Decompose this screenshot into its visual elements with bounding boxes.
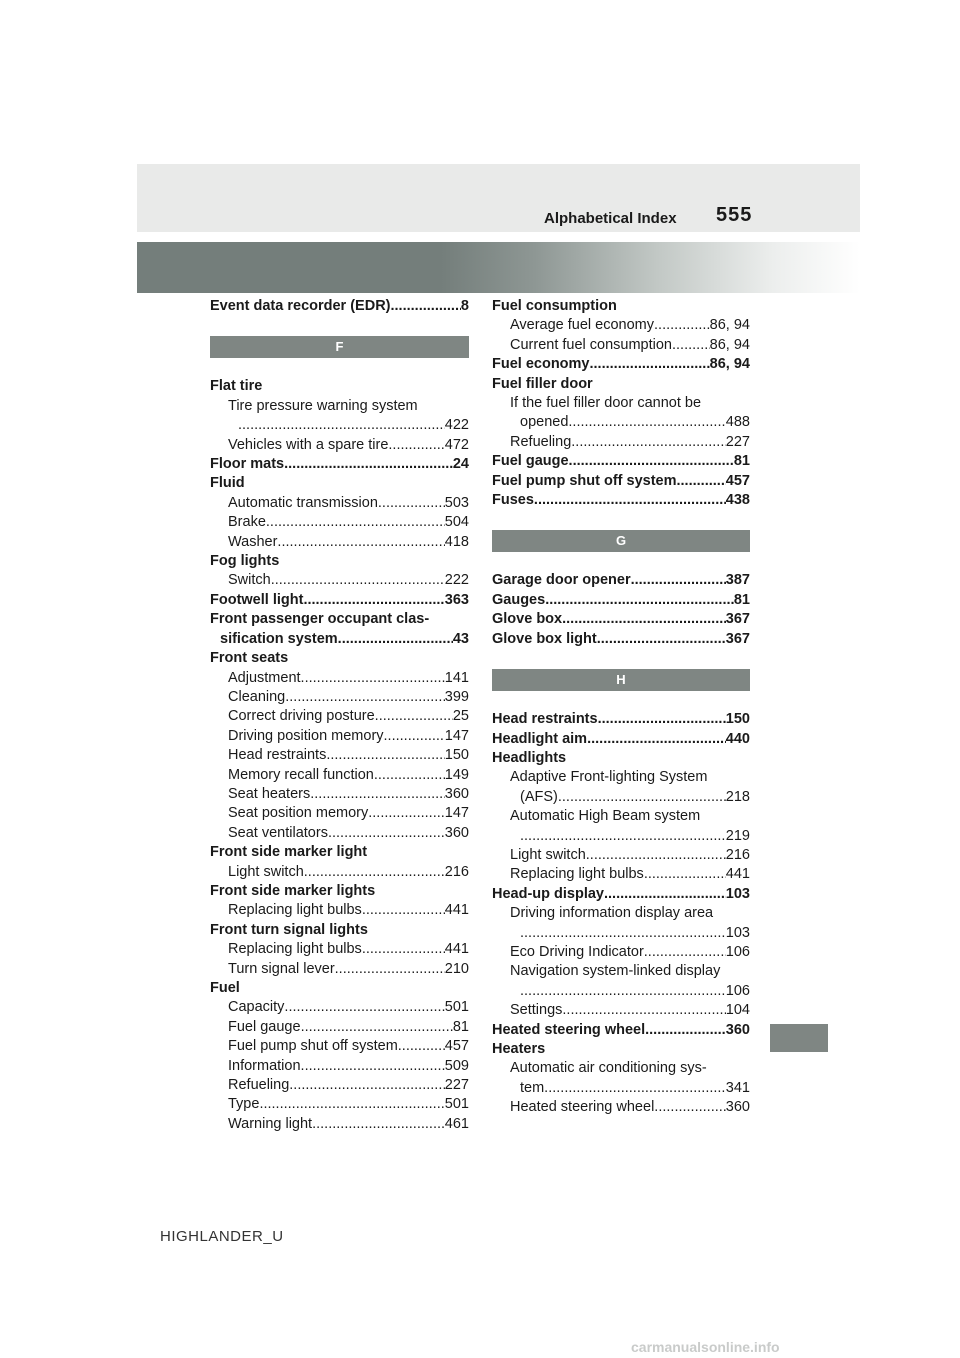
index-subentry [210,727,469,746]
dot-leader [571,433,726,452]
dot-leader [338,630,453,649]
page-reference[interactable]: 438 [725,492,750,509]
index-subentry [210,571,469,590]
index-entry [210,979,469,998]
index-subentry [210,707,469,726]
entry-label: Current fuel consumption [510,336,672,353]
index-entry [210,591,469,610]
page-reference[interactable]: 104 [725,1002,750,1019]
dot-leader [285,688,445,707]
dot-leader [303,591,444,610]
index-subentry [492,924,750,943]
page-reference[interactable]: 461 [444,1115,469,1132]
page-reference[interactable]: 43 [452,630,469,647]
page-reference[interactable]: 441 [725,866,750,883]
index-subentry [210,688,469,707]
dot-leader [520,982,726,1001]
page-reference[interactable]: 488 [725,414,750,431]
entry-label: Head restraints [492,711,598,728]
index-subentry [210,901,469,920]
entry-label: (AFS) [520,788,558,805]
page-reference[interactable]: 222 [444,572,469,589]
page-reference[interactable]: 149 [444,766,469,783]
dot-leader [562,610,726,629]
page-reference[interactable]: 86, 94 [709,317,750,334]
dot-leader [271,571,445,590]
index-subentry [492,1079,750,1098]
dot-leader [384,727,445,746]
dot-leader [312,1115,445,1134]
dot-leader [654,316,710,335]
dot-leader [375,707,453,726]
entry-label: Garage door opener [492,572,631,589]
entry-label: Head restraints [228,747,327,764]
page-reference[interactable]: 501 [444,999,469,1016]
dot-leader [644,943,726,962]
index-subentry [492,768,750,787]
entry-label: tem [520,1079,545,1096]
page-reference[interactable]: 360 [725,1021,750,1038]
index-subentry [210,1076,469,1095]
index-entry [210,377,469,396]
dot-leader [362,940,445,959]
index-subentry [492,865,750,884]
page-reference[interactable]: 472 [444,436,469,453]
entry-label: Front turn signal lights [210,921,368,938]
page-reference[interactable]: 367 [725,611,750,628]
index-entry [210,610,469,629]
index-subentry [492,394,750,413]
page-reference[interactable]: 501 [444,1096,469,1113]
entry-label: Seat heaters [228,785,311,802]
index-subentry [210,494,469,513]
index-entry [492,749,750,768]
index-subentry [492,962,750,981]
entry-label: Warning light [228,1115,313,1132]
entry-label: Headlight aim [492,730,588,747]
entry-label: Refueling [510,433,572,450]
dot-leader [520,924,726,943]
entry-label: Flat tire [210,378,263,395]
entry-label: Glove box [492,611,563,628]
entry-label: Information [228,1057,301,1074]
dot-leader [289,1076,445,1095]
index-subentry [492,982,750,1001]
index-subentry [210,1095,469,1114]
index-subentry [492,413,750,432]
page-reference[interactable]: 81 [733,453,750,470]
index-subentry [492,1001,750,1020]
index-subentry [210,669,469,688]
index-entry [492,710,750,729]
entry-label: Eco Driving Indicator [510,943,644,960]
index-subentry [210,1115,469,1134]
dot-leader [301,1057,445,1076]
entry-label: Correct driving posture [228,708,375,725]
page-reference[interactable]: 106 [725,982,750,999]
index-entry [210,455,469,474]
header-gradient-band [137,242,860,293]
dot-leader [304,863,445,882]
entry-label: Automatic High Beam system [510,808,701,825]
entry-label: Refueling [228,1077,290,1094]
page-reference[interactable]: 363 [444,591,469,608]
index-entry [492,591,750,610]
page-reference[interactable]: 210 [444,960,469,977]
index-subentry [210,533,469,552]
index-entry [210,882,469,901]
page-reference[interactable]: 360 [725,1099,750,1116]
index-entry [210,552,469,571]
dot-leader [391,297,461,316]
dot-leader [672,336,710,355]
entry-label: Cleaning [228,688,286,705]
dot-leader [569,452,734,471]
index-subentry [210,824,469,843]
page-reference[interactable]: 147 [444,727,469,744]
index-entry [210,921,469,940]
index-entry [492,297,750,316]
dot-leader [326,746,444,765]
index-entry [492,355,750,374]
index-entry [210,630,469,649]
entry-label: Fuel pump shut off system [228,1038,398,1055]
entry-label: Headlights [492,749,567,766]
entry-label: Fuel pump shut off system [492,472,677,489]
page-reference[interactable]: 227 [444,1077,469,1094]
dot-leader [374,766,445,785]
dot-leader [259,1095,444,1114]
index-subentry [492,1059,750,1078]
page-reference[interactable]: 440 [725,730,750,747]
dot-leader [654,1098,726,1117]
dot-leader [310,785,445,804]
entry-label: Average fuel economy [510,317,655,334]
entry-label: Switch [228,572,271,589]
entry-label: Fuel economy [492,356,590,373]
index-entry [492,491,750,510]
entry-label: Driving information display area [510,905,714,922]
entry-label: opened [520,414,569,431]
dot-leader [677,472,726,491]
dot-leader [590,355,710,374]
entry-label: Heated steering wheel [492,1021,646,1038]
section-header-g: G [492,530,750,552]
index-column-right [492,297,750,1118]
page-reference[interactable]: 218 [725,788,750,805]
entry-label: Footwell light [210,591,304,608]
index-subentry [210,416,469,435]
page-reference[interactable]: 509 [444,1057,469,1074]
dot-leader [284,998,444,1017]
dot-leader [368,804,445,823]
index-subentry [492,904,750,923]
page-reference[interactable]: 81 [733,591,750,608]
index-subentry [210,940,469,959]
dot-leader [388,436,444,455]
page-reference[interactable]: 147 [444,805,469,822]
entry-label: Navigation system-linked display [510,963,721,980]
page-reference[interactable]: 150 [725,711,750,728]
page-reference[interactable]: 8 [460,298,469,314]
entry-label: Event data recorder (EDR) [210,298,391,314]
dot-leader [597,630,726,649]
entry-label: Front side marker lights [210,882,376,899]
entry-label: Automatic air conditioning sys- [510,1060,707,1077]
dot-leader [301,1018,453,1037]
index-subentry [492,807,750,826]
entry-label: Fuel consumption [492,298,617,314]
entry-label: Light switch [228,863,304,880]
entry-label: Heaters [492,1041,546,1057]
dot-leader [544,1079,726,1098]
entry-label: Gauges [492,591,546,608]
index-subentry [492,788,750,807]
index-entry [210,474,469,493]
dot-leader [631,571,726,590]
page-reference[interactable]: 387 [725,572,750,589]
entry-label: Fuel gauge [492,453,569,470]
page-reference[interactable]: 106 [725,943,750,960]
index-subentry [210,998,469,1017]
index-entry [492,1021,750,1040]
page-reference[interactable]: 341 [725,1079,750,1096]
dot-leader [398,1037,445,1056]
dot-leader [587,730,726,749]
dot-leader [284,455,453,474]
entry-label: Heated steering wheel [510,1099,655,1116]
entry-label: Turn signal lever [228,960,335,977]
index-subentry [492,943,750,962]
index-entry [210,297,469,316]
page-reference[interactable]: 86, 94 [709,336,750,353]
index-entry [492,885,750,904]
index-subentry [210,746,469,765]
entry-label: Fuel [210,980,240,996]
page-reference[interactable]: 81 [452,1018,469,1035]
index-entry [210,649,469,668]
entry-label: Tire pressure warning system [228,397,418,414]
entry-label: Automatic transmission [228,494,378,511]
page-reference[interactable]: 503 [444,494,469,511]
page-reference[interactable]: 360 [444,785,469,802]
entry-label: Settings [510,1002,563,1019]
entry-label: Front passenger occupant clas- [210,611,430,628]
entry-label: Fog lights [210,553,280,570]
entry-label: Fuses [492,492,534,509]
dot-leader [520,827,726,846]
index-entry [492,375,750,394]
entry-label: Glove box light [492,630,597,647]
dot-leader [562,1001,725,1020]
entry-label: Seat position memory [228,805,369,822]
index-subentry [210,804,469,823]
index-subentry [210,785,469,804]
entry-label: Fuel filler door [492,375,593,392]
dot-leader [266,513,445,532]
page-reference[interactable]: 399 [444,688,469,705]
index-entry [210,843,469,862]
page-reference[interactable]: 441 [444,941,469,958]
dot-leader [586,846,726,865]
entry-label: Front side marker light [210,844,368,861]
page-reference[interactable]: 441 [444,902,469,919]
page-reference[interactable]: 150 [444,747,469,764]
entry-label: Memory recall function [228,766,374,783]
page-title: Alphabetical Index [544,210,677,227]
dot-leader [568,413,725,432]
index-subentry [210,513,469,532]
dot-leader [644,865,726,884]
dot-leader [328,824,445,843]
section-tab-marker [770,1024,828,1052]
entry-label: Light switch [510,846,586,863]
index-subentry [210,1018,469,1037]
dot-leader [534,491,726,510]
page-reference[interactable]: 86, 94 [709,356,750,373]
entry-label: Vehicles with a spare tire [228,436,389,453]
entry-label: sification system [220,630,338,647]
dot-leader [238,416,445,435]
page-reference[interactable]: 216 [725,846,750,863]
entry-label: Front seats [210,650,289,667]
page-reference[interactable]: 367 [725,630,750,647]
entry-label: Type [228,1096,260,1113]
page-number: 555 [716,204,753,226]
index-entry [492,630,750,649]
entry-label: Replacing light bulbs [228,941,362,958]
index-entry [492,571,750,590]
page-reference[interactable]: 25 [452,708,469,725]
page-reference[interactable]: 418 [444,533,469,550]
index-subentry [492,846,750,865]
dot-leader [645,1021,726,1040]
index-entry [492,730,750,749]
index-subentry [210,1057,469,1076]
entry-label: Replacing light bulbs [510,866,644,883]
footer-model: HIGHLANDER_U [160,1228,284,1245]
page-reference[interactable]: 422 [444,417,469,434]
index-column-left [210,297,469,1134]
page-reference[interactable]: 504 [444,514,469,531]
index-entry [492,472,750,491]
index-entry [492,610,750,629]
index-subentry [210,397,469,416]
entry-label: Head-up display [492,885,604,902]
page-reference[interactable]: 227 [725,433,750,450]
index-entry [492,452,750,471]
page-reference[interactable]: 103 [725,885,750,902]
page-reference[interactable]: 103 [725,924,750,941]
entry-label: Washer [228,533,278,550]
dot-leader [598,710,726,729]
entry-label: Replacing light bulbs [228,902,362,919]
page-reference[interactable]: 141 [444,669,469,686]
index-subentry [210,766,469,785]
entry-label: Brake [228,514,266,531]
dot-leader [277,533,444,552]
index-subentry [492,336,750,355]
page-reference[interactable]: 219 [725,827,750,844]
page-reference[interactable]: 360 [444,824,469,841]
dot-leader [558,788,726,807]
watermark: carmanualsonline.info [631,1339,780,1355]
entry-label: Seat ventilators [228,824,328,841]
dot-leader [545,591,734,610]
entry-label: Driving position memory [228,727,384,744]
entry-label: Adaptive Front-lighting System [510,769,708,786]
dot-leader [378,494,445,513]
dot-leader [362,901,445,920]
entry-label: Fluid [210,475,245,492]
index-subentry [210,436,469,455]
entry-label: If the fuel filler door cannot be [510,395,702,412]
page-reference[interactable]: 457 [444,1038,469,1055]
entry-label: Floor mats [210,456,285,473]
entry-label: Capacity [228,999,285,1016]
dot-leader [604,885,726,904]
page-reference[interactable]: 24 [452,456,469,473]
index-subentry [492,827,750,846]
page-reference[interactable]: 457 [725,472,750,489]
entry-label: Adjustment [228,669,301,686]
index-subentry [210,863,469,882]
index-entry [492,1040,750,1059]
index-subentry [492,316,750,335]
dot-leader [301,669,445,688]
page-reference[interactable]: 216 [444,863,469,880]
index-subentry [210,1037,469,1056]
section-header-h: H [492,669,750,691]
dot-leader [335,960,445,979]
index-subentry [210,960,469,979]
index-subentry [492,1098,750,1117]
entry-label: Fuel gauge [228,1018,301,1035]
index-subentry [492,433,750,452]
section-header-f: F [210,336,469,358]
